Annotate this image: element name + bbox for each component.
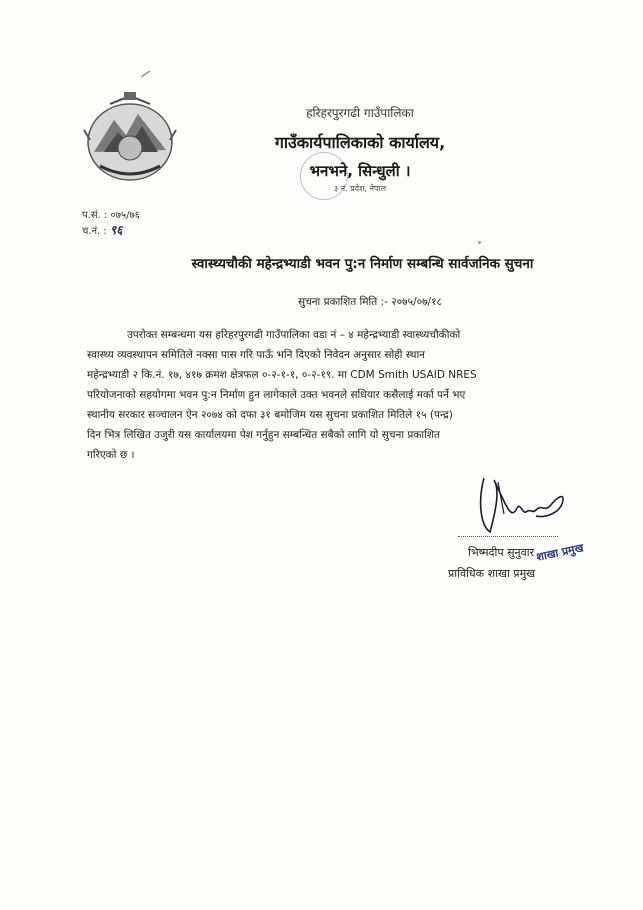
body-line: गरिएको छ । (87, 449, 135, 461)
body-line: स्थानीय सरकार सञ्चालन ऐन २०७४ को दफा ३१ बमोजिम यस सुचना प्रकाशित मितिले १५ (पन्द्र) (87, 409, 453, 421)
published-date: सुचना प्रकाशित मिति :- २०७५/०७/१८ (297, 296, 443, 308)
body-line: स्वास्थ्य व्यवस्थापन समितिले नक्सा पास गरि पाऊँ भनि दिएको निवेदन अनुसार सोही स्थान (87, 349, 425, 361)
signature-icon (470, 470, 580, 540)
ink-dot (478, 241, 481, 244)
letter-number: प.सं. : ०७५/७६ (82, 210, 140, 221)
body-line: उपरोक्त सम्बन्धमा यस हरिहरपुरगढी गाउँपालिका वडा नं – ४ महेन्द्रभ्याडी स्वास्थ्यचौकीको (127, 329, 461, 341)
body-line: महेन्द्रभ्याडी २ कि.नं. १७, ४१७ क्रमश क्षेत्रफल ०-२-१-१, ०-२-१९. मा CDM Smith USAID NRES (87, 369, 477, 381)
dispatch-number: ९६ (110, 223, 123, 237)
signatory-name: भिष्मदीप सुनुवार (468, 546, 535, 559)
dispatch-number-row (82, 223, 140, 239)
dispatch-label: च.नं. : (82, 226, 107, 237)
office-location: भनभनेे, सिन्धुली । (309, 162, 411, 180)
office-name: गाउँकार्यपालिकाको कार्यालय, (274, 133, 446, 152)
nepal-emblem-icon (80, 90, 180, 190)
body-line: परियोजनाको सहयोगमा भवन पु:न निर्माण हुन लागेकाले उक्त भवनले सधियार कसैलाई मर्का पर्ने भए (87, 389, 466, 401)
notice-subject: स्वास्थ्यचौकी महेन्द्रभ्याडी भवन पु:न निर्माण सम्बन्धि सार्वजनिक सुचना (191, 256, 534, 272)
signature-line (458, 536, 558, 537)
province-label: ३ नं. प्रदेश, नेपाल (333, 184, 387, 193)
office-seal-icon (300, 152, 348, 200)
letterhead (230, 104, 490, 194)
pen-mark-icon (140, 70, 152, 78)
body-line: दिन भित्र लिखित उजुरी यस कार्यालयमा पेश गर्नुहुन सम्बन्धित सबैको लागि यो सुचना प्रकाशित (87, 429, 440, 441)
municipality-name: हरिहरपुरगढी गाउँपालिका (306, 106, 414, 120)
reference-numbers (82, 208, 140, 239)
section-head-stamp: शाखा प्रमुख (535, 541, 585, 564)
signatory-title: प्राविधिक शाखा प्रमुख (448, 567, 536, 580)
notice-body (87, 325, 607, 465)
